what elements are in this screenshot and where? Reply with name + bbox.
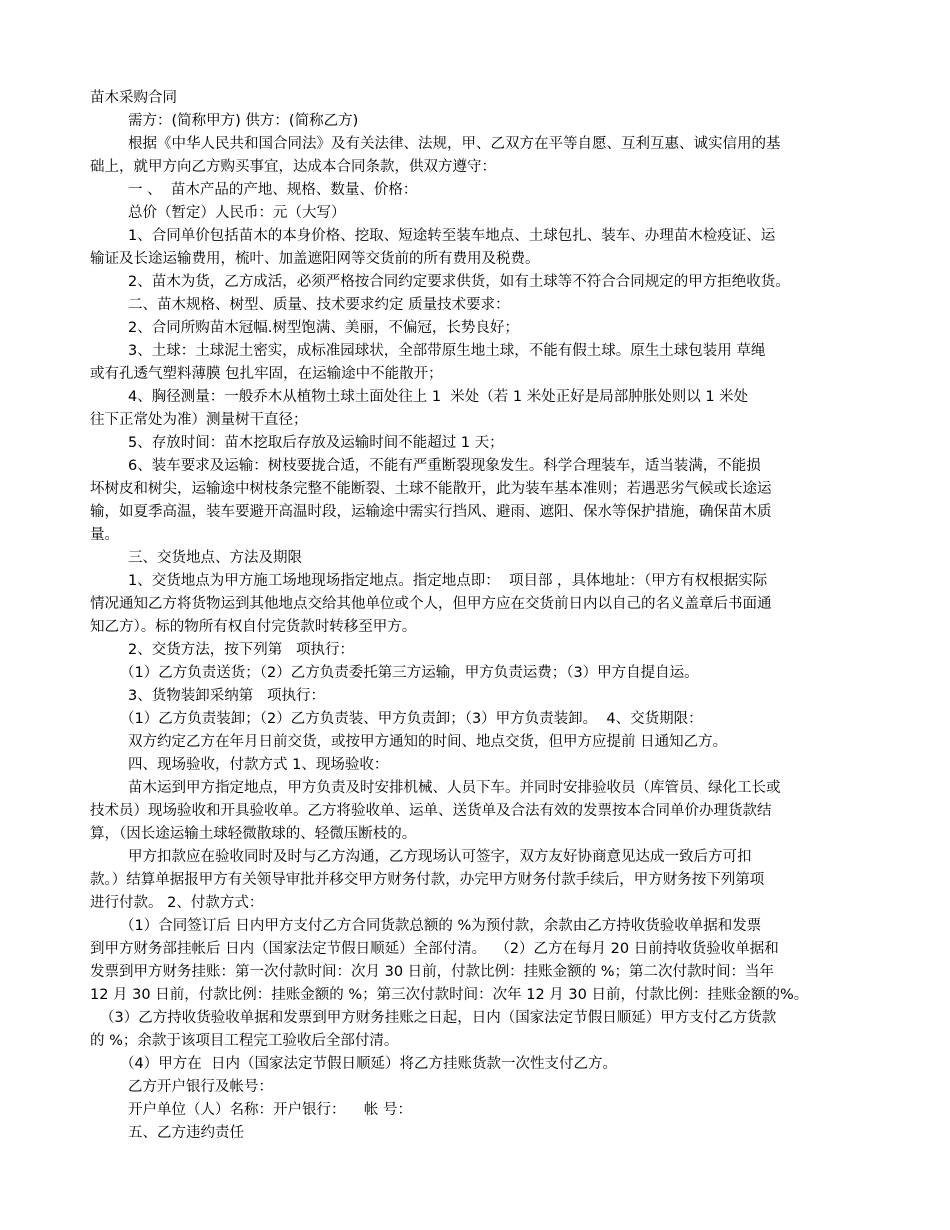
paragraph-line: 开户单位（人）名称：开户银行： 帐 号：	[128, 1102, 413, 1118]
paragraph-line: 苗木运到甲方指定地点，甲方负责及时安排机械、人员下车。并同时安排验收员（库管员、绿化工长或	[128, 780, 781, 796]
paragraph-line: （1）合同签订后 日内甲方支付乙方合同货款总额的 %为预付款，余款由乙方持收货验收单据和发票	[120, 918, 762, 934]
section-heading: 三、交货地点、方法及期限	[128, 550, 302, 566]
paragraph-line: 甲方扣款应在验收同时及时与乙方沟通，乙方现场认可签字，双方友好协商意见达成一致后方可扣	[128, 849, 752, 865]
section-heading: 一 、 苗木产品的产地、规格、数量、价格：	[128, 182, 418, 198]
paragraph-line: 发票到甲方财务挂账：第一次付款时间：次月 30 日前，付款比例：挂账金额的 %；第二次付款时间：当年	[90, 964, 775, 980]
paragraph-line: 情况通知乙方将货物运到其他地点交给其他单位或个人，但甲方应在交货前日内以自己的名义盖章后书面通	[90, 596, 772, 612]
section-heading: 四、现场验收，付款方式 1、现场验收：	[128, 757, 389, 773]
paragraph-line: 1、合同单价包括苗木的本身价格、挖取、短途转至装车地点、土球包扎、装车、办理苗木检疫证、运	[128, 228, 776, 244]
paragraph-line: 算，（因长途运输土球轻微散球的、轻微压断枝的。	[90, 826, 417, 842]
paragraph-line: 往下正常处为准）测量树干直径；	[90, 412, 308, 428]
paragraph-line: 6、装车要求及运输：树枝要拢合适，不能有严重断裂现象发生。科学合理装车，适当装满，不能损	[128, 458, 761, 474]
paragraph-line: 2、苗木为货，乙方成活，必须严格按合同约定要求供货，如有土球等不符合合同规定的甲方拒绝收货。	[128, 274, 790, 290]
paragraph-line: 知乙方）。标的物所有权自付完货款时转移至甲方。	[90, 619, 417, 635]
paragraph-line: 础上，就甲方向乙方购买事宜，达成本合同条款，供双方遵守：	[90, 159, 496, 175]
paragraph-line: 输证及长途运输费用，梳叶、加盖遮阳网等交货前的所有费用及税费。	[90, 251, 540, 267]
paragraph-line: 5、存放时间：苗木挖取后存放及运输时间不能超过 1 天；	[128, 435, 504, 451]
paragraph-line: 总价（暂定）人民币：元（大写）	[128, 205, 346, 221]
paragraph-line: （1）乙方负责装卸；（2）乙方负责装、甲方负责卸；（3）甲方负责装卸。 4、交货期限：	[120, 711, 703, 727]
paragraph-line: 根据《中华人民共和国合同法》及有关法律、法规，甲、乙双方在平等自愿、互利互惠、诚实信用的基	[128, 136, 781, 152]
paragraph-line: 技术员）现场验收和开具验收单。乙方将验收单、运单、送货单及合法有效的发票按本合同单价办理货款结	[90, 803, 772, 819]
paragraph-line: 3、土球：土球泥土密实，成标准园球状，全部带原生地土球，不能有假土球。原生土球包装用 草绳	[128, 343, 766, 359]
paragraph-line: 输，如夏季高温，装车要避开高温时段，运输途中需实行挡风、避雨、遮阳、保水等保护措施，确保苗木质	[90, 504, 772, 520]
paragraph-line: 1、交货地点为甲方施工场地现场指定地点。指定地点即： 项目部 ，具体地址：（甲方有权根据实际	[128, 573, 768, 589]
paragraph-line: 到甲方财务部挂帐后 日内（国家法定节假日顺延）全部付清。 （2）乙方在每月 20 日前持收货验收单据和	[90, 941, 779, 957]
paragraph-line: （3）乙方持收货验收单据和发票到甲方财务挂账之日起，日内（国家法定节假日顺延）甲方支付乙方货款	[100, 1010, 777, 1026]
paragraph-line: 4、胸径测量：一般乔木从植物土球土面处往上 1 米处（若 1 米处正好是局部肿胀处则以 1 米处	[128, 389, 749, 405]
paragraph-line: 双方约定乙方在年月日前交货，或按甲方通知的时间、地点交货，但甲方应提前 日通知乙方。	[128, 734, 728, 750]
paragraph-line: 或有孔透气塑料薄膜 包扎牢固，在运输途中不能散开；	[90, 366, 443, 382]
document-title: 苗木采购合同	[90, 90, 177, 106]
paragraph-line: （4）甲方在 日内（国家法定节假日顺延）将乙方挂账货款一次性支付乙方。	[120, 1056, 617, 1072]
section-heading: 五、乙方违约责任	[128, 1125, 244, 1141]
paragraph-line: 进行付款。 2、付款方式：	[90, 895, 264, 911]
section-heading: 二、苗木规格、树型、质量、技术要求约定 质量技术要求：	[128, 297, 510, 313]
paragraph-line: 量。	[90, 527, 119, 543]
paragraph-line: 2、交货方法，按下列第 项执行：	[128, 642, 355, 658]
paragraph-line: 3、货物装卸采纳第 项执行：	[128, 688, 326, 704]
paragraph-line: 坏树皮和树尖，运输途中树枝条完整不能断裂、土球不能散开，此为装车基本准则；若遇恶劣气候或长途运	[90, 481, 772, 497]
paragraph-line: 12 月 30 日前，付款比例：挂账金额的 %；第三次付款时间：次年 12 月 30 日前，付款比例：挂账金额的%。	[90, 987, 809, 1003]
paragraph-line: 款。）结算单据报甲方有关领导审批并移交甲方财务付款，办完甲方财务付款手续后，甲方财务按下列第项	[90, 872, 765, 888]
parties-line: 需方：(简称甲方) 供方：(简称乙方)	[128, 113, 359, 129]
paragraph-line: 乙方开户银行及帐号：	[128, 1079, 273, 1095]
paragraph-line: 的 %；余款于该项目工程完工验收后全部付清。	[90, 1033, 399, 1049]
paragraph-line: （1）乙方负责送货；（2）乙方负责委托第三方运输，甲方负责运费；（3）甲方自提自运。	[120, 665, 699, 681]
paragraph-line: 2、合同所购苗木冠幅.树型饱满、美丽，不偏冠，长势良好；	[128, 320, 519, 336]
